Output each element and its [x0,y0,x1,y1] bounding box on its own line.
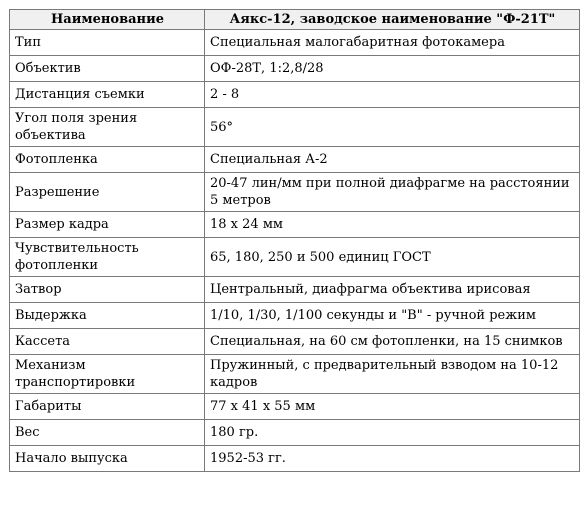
row-value: 77 х 41 х 55 мм [205,394,580,420]
table-row [10,108,580,147]
row-value: Центральный, диафрагма объектива ирисовая [205,277,580,303]
row-label: Затвор [10,277,205,303]
table-row [10,173,580,212]
row-label: Габариты [10,394,205,420]
row-value: Специальная, на 60 см фотопленки, на 15 снимков [205,329,580,355]
table-row [10,303,580,329]
row-value: 1/10, 1/30, 1/100 секунды и "В" - ручной режим [205,303,580,329]
row-label: Тип [10,30,205,56]
row-label: Разрешение [10,173,205,212]
table-row [10,277,580,303]
row-label: Объектив [10,56,205,82]
header-name: Наименование [10,10,205,30]
table-row [10,238,580,277]
row-value: Специальная малогабаритная фотокамера [205,30,580,56]
row-value: 2 - 8 [205,82,580,108]
table-row [10,212,580,238]
table-row [10,394,580,420]
table-row [10,147,580,173]
row-label: Размер кадра [10,212,205,238]
table-row [10,355,580,394]
row-label: Механизм транспортировки [10,355,205,394]
table-row [10,56,580,82]
row-value: 1952-53 гг. [205,446,580,472]
row-label: Чувствительность фотопленки [10,238,205,277]
table-row [10,30,580,56]
row-value: ОФ-28Т, 1:2,8/28 [205,56,580,82]
header-value: Аякс-12, заводское наименование "Ф-21Т" [205,10,580,30]
row-value: Пружинный, с предварительный взводом на 10-12 кадров [205,355,580,394]
row-label: Фотопленка [10,147,205,173]
row-label: Дистанция съемки [10,82,205,108]
row-label: Вес [10,420,205,446]
table-row [10,329,580,355]
table-row [10,420,580,446]
row-value: 180 гр. [205,420,580,446]
table-header-row [10,10,580,30]
table-row [10,82,580,108]
row-value: 18 х 24 мм [205,212,580,238]
row-value: 65, 180, 250 и 500 единиц ГОСТ [205,238,580,277]
camera-specs-table [9,9,580,472]
row-label: Угол поля зрения объектива [10,108,205,147]
row-label: Начало выпуска [10,446,205,472]
row-value: 20-47 лин/мм при полной диафрагме на расстоянии 5 метров [205,173,580,212]
row-label: Кассета [10,329,205,355]
table-row [10,446,580,472]
row-value: Специальная А-2 [205,147,580,173]
row-value: 56° [205,108,580,147]
row-label: Выдержка [10,303,205,329]
